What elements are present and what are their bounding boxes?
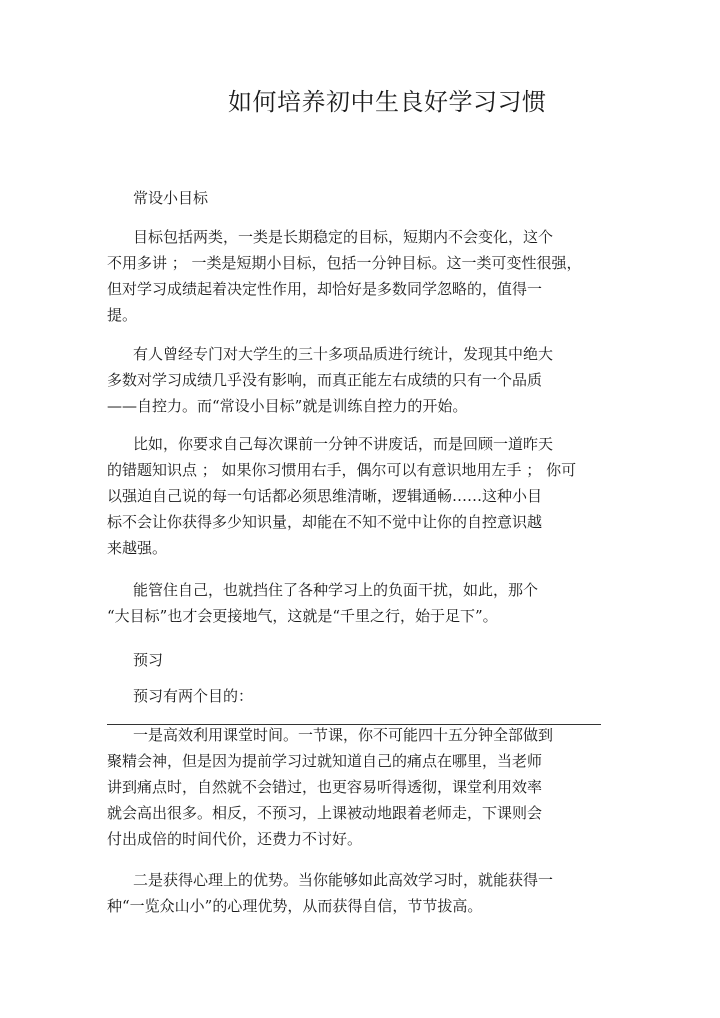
paragraph-examples xyxy=(107,431,597,561)
paragraph-line: 不用多讲 ； 一类是短期小目标，包括一分钟目标。这一类可变性很强， xyxy=(107,254,582,272)
paragraph-goal-types xyxy=(107,224,597,328)
paragraph-line: 的错题知识点 ； 如果你习惯用右手，偶尔可以有意识地用左手 ； 你可 xyxy=(107,461,577,479)
paragraph-line: 来越强。 xyxy=(107,539,168,557)
paragraph-line: 提。 xyxy=(107,306,138,324)
paragraph-line: 就会高出很多。相反，不预习，上课被动地跟着老师走，下课则会 xyxy=(107,804,543,822)
paragraph-self-control xyxy=(107,341,597,419)
paragraph-line: 标不会让你获得多少知识量，却能在不知不觉中让你的自控意识越 xyxy=(107,513,543,531)
paragraph-line: 聚精会神，但是因为提前学习过就知道自己的痛点在哪里，当老师 xyxy=(107,752,543,770)
paragraph-line: 目标包括两类，一类是长期稳定的目标，短期内不会变化，这个 xyxy=(133,228,554,246)
preview-intro: 预习有两个目的： xyxy=(133,687,254,705)
document-title: 如何培养初中生良好学习习惯 xyxy=(228,88,547,116)
paragraph-mental-advantage xyxy=(107,867,597,919)
paragraph-line: 有人曾经专门对大学生的三十多项品质进行统计，发现其中绝大 xyxy=(133,345,554,363)
paragraph-class-time xyxy=(107,722,597,852)
paragraph-big-goal xyxy=(107,577,597,629)
paragraph-line: ——自控力。而“常设小目标”就是训练自控力的开始。 xyxy=(107,397,468,415)
paragraph-line: 一是高效利用课堂时间。一节课，你不可能四十五分钟全部做到 xyxy=(133,726,554,744)
paragraph-line: 讲到痛点时，自然就不会错过，也更容易听得透彻，课堂利用效率 xyxy=(107,778,543,796)
paragraph-line: 但对学习成绩起着决定性作用，却恰好是多数同学忽略的，值得一 xyxy=(107,280,543,298)
section-heading-preview: 预习 xyxy=(133,651,164,669)
paragraph-line: 种“一览众山小”的心理优势，从而获得自信，节节拔高。 xyxy=(107,897,483,915)
paragraph-line: 二是获得心理上的优势。当你能够如此高效学习时，就能获得一 xyxy=(133,871,554,889)
paragraph-line: “大目标”也才会更接地气，这就是“千里之行，始于足下”。 xyxy=(107,607,498,625)
paragraph-line: 付出成倍的时间代价，还费力不讨好。 xyxy=(107,830,363,848)
paragraph-line: 比如，你要求自己每次课前一分钟不讲废话，而是回顾一道昨天 xyxy=(133,435,554,453)
paragraph-line: 多数对学习成绩几乎没有影响，而真正能左右成绩的只有一个品质 xyxy=(107,371,543,389)
paragraph-line: 能管住自己，也就挡住了各种学习上的负面干扰，如此，那个 xyxy=(133,581,539,599)
section-heading-goals: 常设小目标 xyxy=(133,189,209,207)
paragraph-line: 以强迫自己说的每一句话都必须思维清晰，逻辑通畅……这种小目 xyxy=(107,487,543,505)
